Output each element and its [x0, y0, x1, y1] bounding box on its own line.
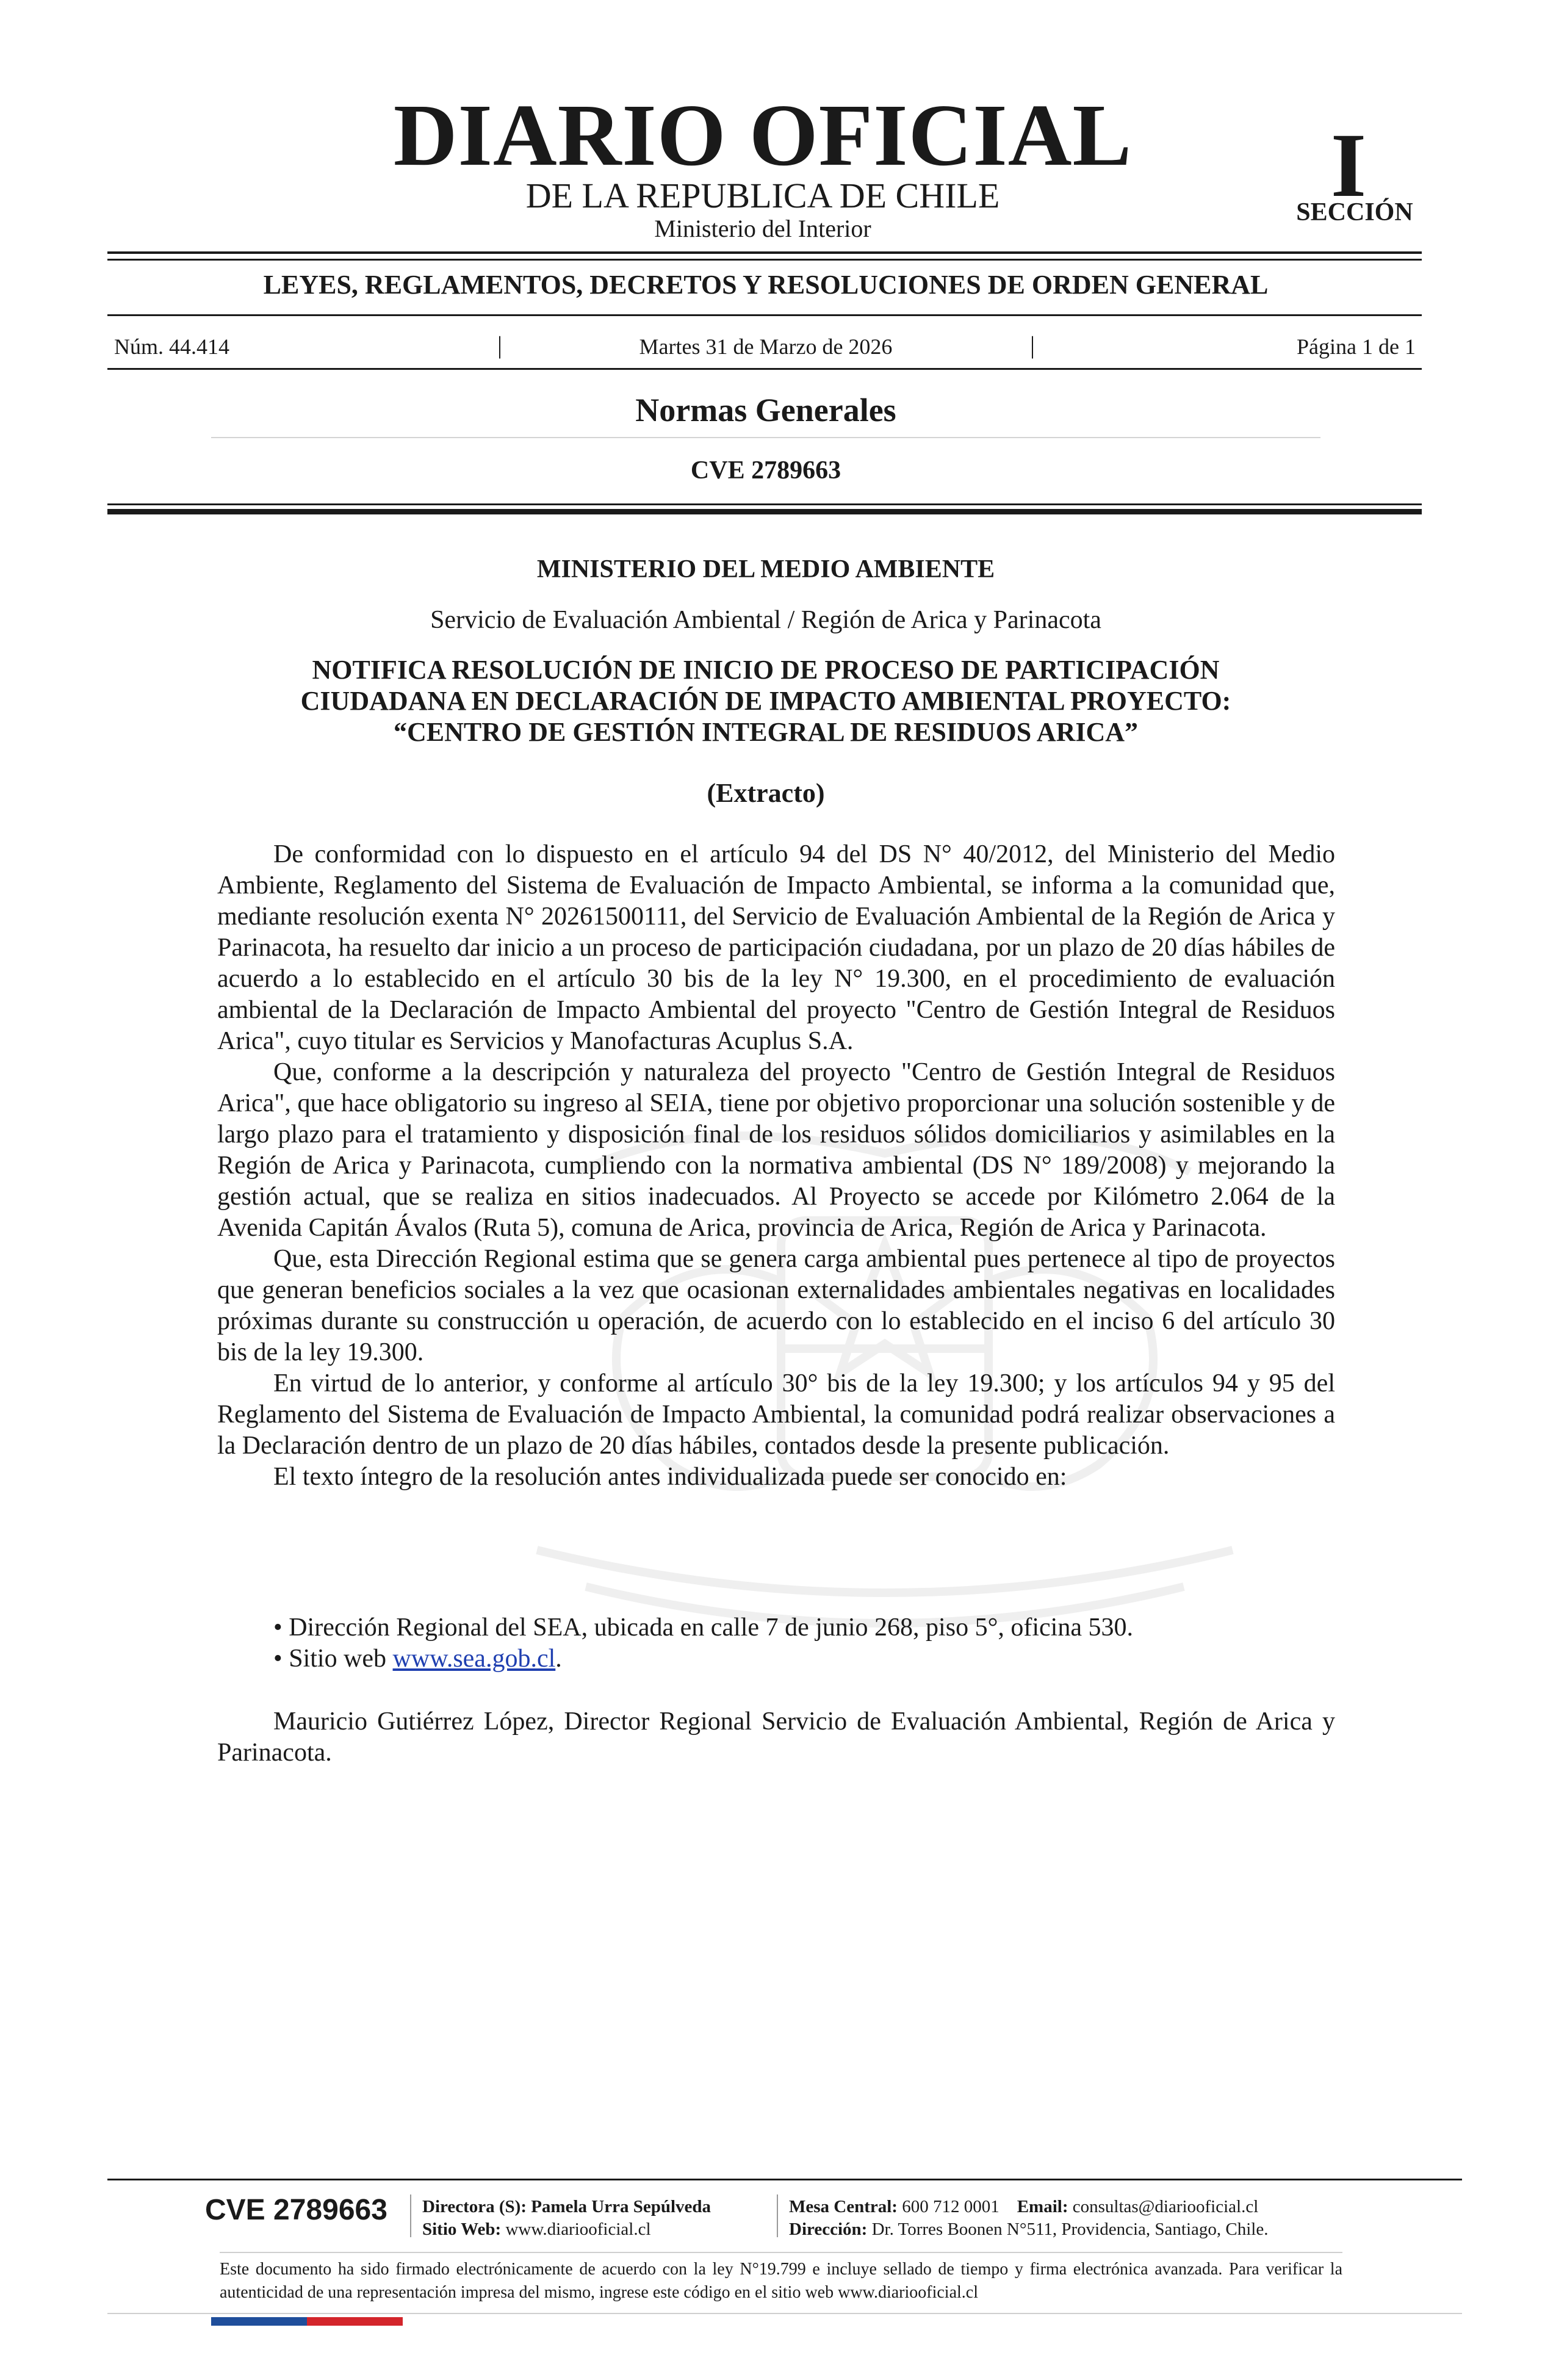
footer-divider: [220, 2252, 1342, 2253]
email-value[interactable]: consultas@diariooficial.cl: [1072, 2197, 1259, 2216]
website-line: [422, 2218, 711, 2241]
sea-website-link[interactable]: www.sea.gob.cl: [392, 1645, 556, 1673]
article-title-line: NOTIFICA RESOLUCIÓN DE INICIO DE PROCESO DE PARTICIPACIÓN: [312, 655, 1220, 685]
website-label: Sitio Web:: [422, 2220, 502, 2239]
issue-page: Página 1 de 1: [1297, 334, 1416, 359]
masthead-ministry: Ministerio del Interior: [654, 215, 871, 242]
divider: [107, 368, 1422, 370]
list-item-text: • Sitio web: [273, 1645, 393, 1673]
address-line: [789, 2218, 1268, 2241]
flag-stripe-blue: [211, 2317, 307, 2326]
divider: [107, 251, 1422, 254]
section-label: SECCIÓN: [1296, 198, 1413, 226]
cve-code: CVE 2789663: [690, 456, 841, 485]
phone-value: 600 712 0001: [902, 2197, 1000, 2216]
director: Directora (S): Pamela Urra Sepúlveda: [422, 2197, 711, 2216]
masthead-title: DIARIO OFICIAL: [393, 87, 1133, 184]
footer-cve: CVE 2789663: [205, 2194, 387, 2226]
footer-separator: [410, 2194, 411, 2237]
issue-separator: |: [1030, 331, 1036, 359]
paragraph: Que, conforme a la descripción y naturaleza del proyecto "Centro de Gestión Integral de Residuos Arica", que hace obligatorio su ingreso al SEIA, tiene por objetivo proporcionar una solución sostenible y de largo plazo para el tratamiento y disposición final de los residuos sólidos domiciliarios y asimilables en la Región de Arica y Parinacota, cumpliendo con la normativa ambiental (DS N° 189/2008) y mejorando la gestión actual, que se realiza en sitios inadecuados. Al Proyecto se accede por Kilómetro 2.064 de la Avenida Capitán Ávalos (Ruta 5), comuna de Arica, provincia de Arica, Región de Arica y Parinacota.: [217, 1058, 1335, 1242]
section-title: Normas Generales: [635, 392, 896, 428]
email-label: Email:: [1017, 2197, 1068, 2216]
paragraph: Que, esta Dirección Regional estima que se genera carga ambiental pues pertenece al tipo de proyectos que generan beneficios sociales a la vez que ocasionan externalidades ambientales negativas en localidades próximas durante su construcción u operación, de acuerdo con lo establecido en el inciso 6 del artículo 30 bis de la ley 19.300.: [217, 1245, 1335, 1366]
signature: [217, 1706, 1335, 1769]
divider: [107, 509, 1422, 514]
section-number: I: [1330, 115, 1367, 216]
paragraph: En virtud de lo anterior, y conforme al artículo 30° bis de la ley 19.300; y los artículos 94 y 95 del Reglamento del Sistema de Evaluación de Impacto Ambiental, la comunidad podrá realizar observaciones a la Declaración dentro de un plazo de 20 días hábiles, contados desde la presente publicación.: [217, 1369, 1335, 1460]
article-title-line: CIUDADANA EN DECLARACIÓN DE IMPACTO AMBIENTAL PROYECTO:: [300, 686, 1231, 716]
issue-separator: |: [497, 331, 503, 359]
issue-number: Núm. 44.414: [114, 334, 229, 359]
extract-label: (Extracto): [707, 778, 825, 808]
divider: [211, 437, 1320, 438]
divider: [107, 259, 1422, 261]
legal-note: Este documento ha sido firmado electrónicamente de acuerdo con la ley N°19.799 e incluye sellado de tiempo y firma electrónica avanzada. Para verificar la autenticidad de una representación impresa del mismo, ingrese este código en el sitio web www.diariooficial.cl: [220, 2260, 1342, 2302]
footer-divider: [107, 2179, 1462, 2180]
footer-separator: [777, 2194, 778, 2237]
signature-text: Mauricio Gutiérrez López, Director Regional Servicio de Evaluación Ambiental, Región de Arica y Parinacota.: [217, 1707, 1335, 1767]
divider: [107, 314, 1422, 316]
article-title-line: “CENTRO DE GESTIÓN INTEGRAL DE RESIDUOS ARICA”: [393, 717, 1139, 747]
footer-contact-right: [789, 2196, 1268, 2241]
phone-label: Mesa Central:: [789, 2197, 898, 2216]
issue-date: Martes 31 de Marzo de 2026: [639, 334, 893, 359]
article-body: [217, 839, 1335, 1493]
list-item: [273, 1643, 1335, 1675]
footer-contact-left: [422, 2196, 711, 2241]
banner: LEYES, REGLAMENTOS, DECRETOS Y RESOLUCIONES DE ORDEN GENERAL: [263, 270, 1269, 300]
article-title: [183, 654, 1349, 748]
list-item: • Dirección Regional del SEA, ubicada en calle 7 de junio 268, piso 5°, oficina 530.: [273, 1614, 1133, 1642]
service-heading: Servicio de Evaluación Ambiental / Región de Arica y Parinacota: [430, 606, 1101, 634]
paragraph: De conformidad con lo dispuesto en el artículo 94 del DS N° 40/2012, del Ministerio del Medio Ambiente, Reglamento del Sistema de Evaluación de Impacto Ambiental, se informa a la comunidad que, mediante resolución exenta N° 20261500111, del Servicio de Evaluación Ambiental de la Región de Arica y Parinacota, ha resuelto dar inicio a un proceso de participación ciudadana, por un plazo de 20 días hábiles de acuerdo a lo establecido en el artículo 30 bis de la ley N° 19.300, en el procedimiento de evaluación ambiental de la Declaración de Impacto Ambiental del proyecto "Centro de Gestión Integral de Residuos Arica", cuyo titular es Servicios y Manofacturas Acuplus S.A.: [217, 840, 1335, 1055]
address-label: Dirección:: [789, 2220, 868, 2239]
footer-divider: [107, 2313, 1462, 2314]
list-item-text: .: [555, 1645, 562, 1673]
website-value[interactable]: www.diariooficial.cl: [505, 2220, 651, 2239]
masthead-subtitle: DE LA REPUBLICA DE CHILE: [525, 176, 1000, 215]
flag-stripe-red: [307, 2317, 403, 2326]
ministry-heading: MINISTERIO DEL MEDIO AMBIENTE: [536, 555, 995, 583]
address-value: Dr. Torres Boonen N°511, Providencia, Santiago, Chile.: [871, 2220, 1269, 2239]
paragraph: El texto íntegro de la resolución antes individualizada puede ser conocido en:: [273, 1463, 1067, 1491]
phone-email-line: [789, 2196, 1268, 2218]
divider: [107, 503, 1422, 505]
access-list: [273, 1612, 1335, 1675]
